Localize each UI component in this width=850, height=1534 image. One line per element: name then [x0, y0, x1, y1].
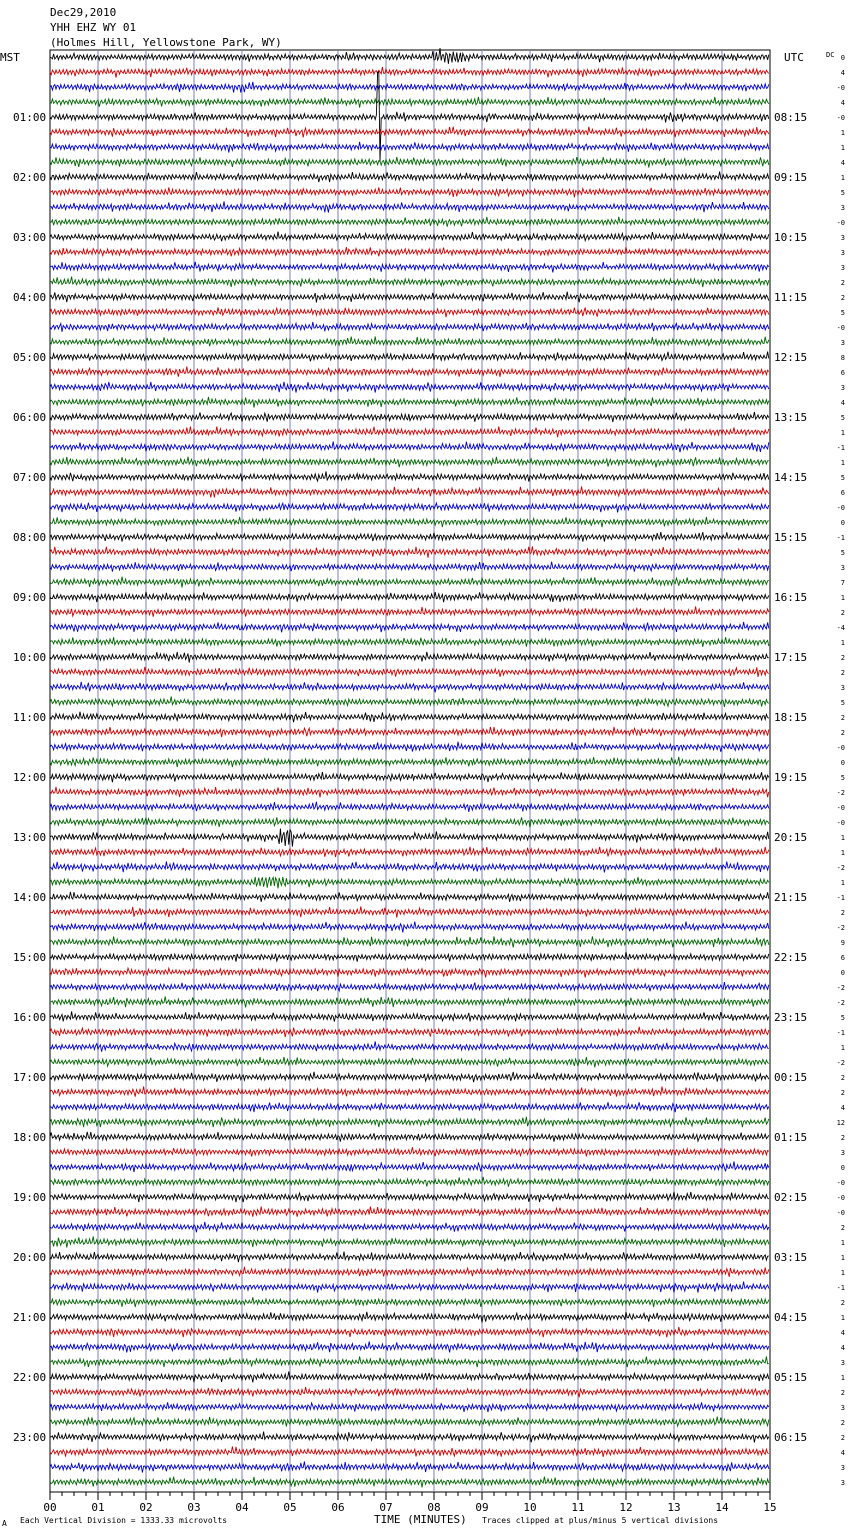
dc-offset-label: 4	[840, 1104, 845, 1112]
dc-offset-label: 8	[840, 354, 845, 362]
dc-offset-label: 1	[840, 1269, 845, 1277]
dc-offset-label: -2	[836, 924, 845, 932]
trace-row	[50, 201, 769, 212]
dc-offset-label: 4	[840, 1344, 845, 1352]
dc-offset-label: 2	[840, 1389, 845, 1397]
trace-row	[50, 307, 769, 317]
trace-row	[50, 1282, 769, 1293]
dc-offset-label: 2	[840, 1074, 845, 1082]
left-hour-label: 16:00	[13, 1011, 47, 1024]
trace-row	[50, 682, 769, 693]
trace-row	[50, 1027, 769, 1037]
right-hour-label: 03:15	[774, 1251, 808, 1264]
left-hour-label: 08:00	[13, 531, 47, 544]
trace-row	[50, 442, 769, 453]
right-hour-label: 15:15	[774, 531, 808, 544]
x-tick-label: 13	[667, 1501, 681, 1514]
trace-row	[50, 367, 769, 377]
dc-offset-label: 1	[840, 1374, 845, 1382]
trace-row	[50, 607, 769, 617]
trace-row	[50, 1222, 769, 1232]
trace-row	[50, 936, 769, 947]
dc-offset-label: 9	[840, 939, 845, 947]
dc-offset-label: 6	[840, 954, 845, 962]
left-hour-label: 17:00	[13, 1071, 47, 1084]
dc-offset-label: 2	[840, 1224, 845, 1232]
trace-row	[50, 1057, 769, 1067]
dc-offset-label: 3	[840, 684, 845, 692]
x-tick-label: 08	[427, 1501, 441, 1514]
left-hour-label: 09:00	[13, 591, 47, 604]
dc-offset-label: 2	[840, 1299, 845, 1307]
dc-offset-label: 4	[840, 99, 845, 107]
dc-offset-label: 7	[840, 579, 845, 587]
trace-row	[50, 397, 769, 408]
dc-offset-label: 1	[840, 1044, 845, 1052]
dc-offset-label: 3	[840, 1479, 845, 1487]
left-hour-label: 19:00	[13, 1191, 47, 1204]
dc-offset-label: 5	[840, 1014, 845, 1022]
trace-row	[50, 1237, 769, 1248]
trace-row	[50, 1357, 769, 1368]
right-hour-label: 00:15	[774, 1071, 808, 1084]
left-hour-label: 06:00	[13, 411, 47, 424]
trace-row	[50, 1132, 769, 1142]
right-hour-label: 08:15	[774, 111, 808, 124]
dc-offset-label: 3	[840, 1149, 845, 1157]
trace-row	[50, 292, 769, 303]
trace-row	[50, 187, 769, 197]
left-hour-label: 13:00	[13, 831, 47, 844]
left-hour-label: 04:00	[13, 291, 47, 304]
dc-offset-label: 3	[840, 384, 845, 392]
right-hour-label: 18:15	[774, 711, 808, 724]
trace-row	[50, 652, 769, 663]
dc-offset-label: 3	[840, 234, 845, 242]
left-hour-label: 21:00	[13, 1311, 47, 1324]
left-hour-label: 02:00	[13, 171, 47, 184]
trace-row	[50, 1312, 769, 1323]
trace-row	[50, 1012, 769, 1022]
trace-row	[50, 1341, 769, 1352]
left-hour-label: 10:00	[13, 651, 47, 664]
x-tick-label: 07	[379, 1501, 393, 1514]
trace-row	[50, 1117, 769, 1127]
dc-offset-label: -1	[836, 534, 845, 542]
trace-row	[50, 1297, 769, 1307]
dc-offset-label: 2	[840, 714, 845, 722]
dc-offset-label: 2	[840, 1419, 845, 1427]
right-hour-label: 04:15	[774, 1311, 808, 1324]
left-hour-label: 18:00	[13, 1131, 47, 1144]
trace-row	[50, 1477, 769, 1488]
dc-offset-label: 2	[840, 1089, 845, 1097]
trace-row	[50, 877, 769, 889]
trace-row	[50, 82, 769, 93]
trace-row	[50, 97, 769, 108]
dc-offset-label: 2	[840, 909, 845, 917]
trace-row	[50, 142, 769, 153]
x-tick-label: 04	[235, 1501, 249, 1514]
right-hour-label: 12:15	[774, 351, 808, 364]
x-tick-label: 05	[283, 1501, 297, 1514]
trace-row	[50, 322, 769, 332]
dc-offset-label: 1	[840, 879, 845, 887]
dc-offset-label: 5	[840, 774, 845, 782]
left-hour-label: 20:00	[13, 1251, 47, 1264]
x-axis-ticks	[43, 1492, 776, 1514]
dc-offset-label: 0	[840, 1164, 845, 1172]
dc-offset-label: -1	[836, 1284, 845, 1292]
trace-row	[50, 457, 769, 468]
dc-offset-label: -0	[836, 219, 845, 227]
trace-row	[50, 892, 769, 902]
right-hour-label: 19:15	[774, 771, 808, 784]
trace-row	[50, 1327, 769, 1337]
right-hour-label: 10:15	[774, 231, 808, 244]
dc-offset-label: 6	[840, 369, 845, 377]
trace-row	[50, 277, 769, 288]
right-hour-label: 16:15	[774, 591, 808, 604]
trace-row	[50, 1432, 769, 1443]
dc-offset-label: -0	[836, 1209, 845, 1217]
right-hour-label: 06:15	[774, 1431, 808, 1444]
trace-row	[50, 1371, 769, 1382]
dc-offset-label: 1	[840, 174, 845, 182]
dc-offset-label: 1	[840, 144, 845, 152]
x-tick-label: 12	[619, 1501, 633, 1514]
trace-row	[50, 968, 769, 977]
dc-offset-label: -1	[836, 894, 845, 902]
trace-row	[50, 667, 769, 677]
dc-offset-label: 1	[840, 834, 845, 842]
dc-offset-label: 5	[840, 549, 845, 557]
trace-row	[50, 382, 769, 393]
dc-label: DC	[826, 51, 835, 59]
dc-offset-label: -0	[836, 504, 845, 512]
dc-offset-label: 2	[840, 1134, 845, 1142]
trace-row	[50, 696, 769, 707]
dc-offset-label: 5	[840, 699, 845, 707]
dc-offset-label: 1	[840, 429, 845, 437]
right-hour-label: 23:15	[774, 1011, 808, 1024]
trace-row	[50, 847, 769, 857]
trace-row	[50, 922, 769, 933]
trace-row	[50, 712, 769, 723]
dc-offset-label: -0	[836, 1194, 845, 1202]
dc-offset-label: 5	[840, 474, 845, 482]
left-zone-label: MST	[0, 51, 20, 64]
right-hour-label: 01:15	[774, 1131, 808, 1144]
dc-offset-label: -1	[836, 444, 845, 452]
left-hour-label: 03:00	[13, 231, 47, 244]
x-axis-title: TIME (MINUTES)	[374, 1513, 467, 1526]
x-tick-label: 06	[331, 1501, 345, 1514]
trace-row	[50, 1387, 769, 1397]
x-tick-label: 11	[571, 1501, 585, 1514]
dc-offset-label: -1	[836, 1029, 845, 1037]
dc-offset-label: 1	[840, 1254, 845, 1262]
dc-offset-label: 0	[840, 54, 845, 62]
trace-row	[50, 1161, 769, 1172]
trace-row	[50, 1417, 769, 1427]
trace-row	[50, 1267, 769, 1277]
dc-offset-label: 4	[840, 69, 845, 77]
left-hour-label: 12:00	[13, 771, 47, 784]
scale-note: Each Vertical Division = 1333.33 microvolts	[20, 1516, 228, 1525]
dc-offset-label: -0	[836, 84, 845, 92]
trace-row	[50, 787, 769, 797]
right-hour-label: 20:15	[774, 831, 808, 844]
trace-row	[50, 352, 769, 362]
trace-row	[50, 577, 769, 588]
right-hour-label: 22:15	[774, 951, 808, 964]
trace-row	[50, 1207, 769, 1217]
dc-offset-label: 5	[840, 309, 845, 317]
trace-row	[50, 1402, 769, 1412]
dc-offset-label: 3	[840, 564, 845, 572]
trace-row	[50, 337, 769, 347]
trace-row	[50, 1462, 769, 1473]
dc-offset-label: 3	[840, 1359, 845, 1367]
dc-offset-label: -2	[836, 864, 845, 872]
dc-offset-label: -0	[836, 324, 845, 332]
dc-offset-label: 4	[840, 159, 845, 167]
trace-row	[50, 637, 769, 647]
clip-note: Traces clipped at plus/minus 5 vertical divisions	[482, 1516, 719, 1525]
dc-offset-label: 3	[840, 249, 845, 257]
right-hour-label: 09:15	[774, 171, 808, 184]
trace-row	[50, 592, 769, 602]
right-hour-label: 05:15	[774, 1371, 808, 1384]
dc-offset-label: -0	[836, 819, 845, 827]
dc-offset-label: 3	[840, 1404, 845, 1412]
trace-row	[50, 1252, 769, 1263]
dc-offset-label: 1	[840, 1314, 845, 1322]
trace-row	[50, 862, 769, 873]
dc-offset-label: 0	[840, 519, 845, 527]
dc-offset-label: 12	[836, 1119, 845, 1127]
dc-offset-label: 1	[840, 594, 845, 602]
dc-offset-label: 3	[840, 264, 845, 272]
dc-offset-label: -2	[836, 999, 845, 1007]
dc-offset-label: -0	[836, 1179, 845, 1187]
header-station: YHH EHZ WY 01	[50, 21, 137, 34]
x-tick-label: 00	[43, 1501, 57, 1514]
trace-row	[50, 562, 769, 572]
dc-offset-label: -2	[836, 789, 845, 797]
dc-offset-label: 0	[840, 759, 845, 767]
dc-offset-label: 3	[840, 204, 845, 212]
dc-offset-label: -2	[836, 984, 845, 992]
dc-offset-label: -0	[836, 114, 845, 122]
trace-row	[50, 217, 769, 227]
left-hour-label: 22:00	[13, 1371, 47, 1384]
trace-row	[50, 472, 769, 482]
x-tick-label: 14	[715, 1501, 729, 1514]
dc-offset-label: 1	[840, 639, 845, 647]
trace-row	[50, 1041, 769, 1051]
right-hour-label: 14:15	[774, 471, 808, 484]
trace-row	[50, 757, 769, 767]
dc-offset-label: 6	[840, 489, 845, 497]
left-hour-label: 14:00	[13, 891, 47, 904]
right-hour-label: 17:15	[774, 651, 808, 664]
right-hour-label: 11:15	[774, 291, 808, 304]
dc-offset-label: 2	[840, 609, 845, 617]
left-hour-label: 07:00	[13, 471, 47, 484]
right-hour-label: 21:15	[774, 891, 808, 904]
trace-row	[50, 172, 769, 183]
dc-offset-label: 5	[840, 414, 845, 422]
trace-row	[50, 1086, 769, 1096]
trace-row	[50, 622, 769, 632]
trace-row	[50, 427, 769, 438]
left-hour-label: 23:00	[13, 1431, 47, 1444]
x-tick-label: 10	[523, 1501, 537, 1514]
trace-row	[50, 802, 769, 812]
dc-offset-label: 0	[840, 969, 845, 977]
trace-row	[50, 503, 769, 513]
dc-offset-label: 2	[840, 1434, 845, 1442]
x-tick-label: 01	[91, 1501, 105, 1514]
x-tick-label: 03	[187, 1501, 201, 1514]
dc-offset-label: 1	[840, 849, 845, 857]
traces	[50, 48, 769, 1487]
trace-row	[50, 1102, 769, 1112]
left-hour-label: 05:00	[13, 351, 47, 364]
header-date: Dec29,2010	[50, 6, 117, 19]
trace-row	[50, 772, 769, 782]
left-hour-label: 01:00	[13, 111, 47, 124]
dc-offset-label: 4	[840, 1329, 845, 1337]
trace-row	[50, 247, 769, 256]
trace-row	[50, 1147, 769, 1156]
corner-mark: A	[2, 1519, 7, 1528]
trace-row	[50, 517, 769, 527]
trace-row	[50, 907, 769, 918]
dc-offset-label: 5	[840, 189, 845, 197]
dc-offset-labels	[837, 54, 845, 1487]
right-hour-label: 13:15	[774, 411, 808, 424]
dc-offset-label: -2	[836, 1059, 845, 1067]
left-hour-label: 11:00	[13, 711, 47, 724]
dc-offset-label: 2	[840, 654, 845, 662]
trace-row	[50, 487, 769, 498]
dc-offset-label: 3	[840, 339, 845, 347]
trace-row	[50, 817, 769, 827]
dc-offset-label: -0	[836, 744, 845, 752]
dc-offset-label: 2	[840, 294, 845, 302]
x-tick-label: 09	[475, 1501, 489, 1514]
trace-row	[50, 952, 769, 962]
header-location: (Holmes Hill, Yellowstone Park, WY)	[50, 36, 282, 49]
right-hour-label: 02:15	[774, 1191, 808, 1204]
left-hour-label: 15:00	[13, 951, 47, 964]
dc-offset-label: 3	[840, 1464, 845, 1472]
trace-row	[50, 412, 769, 422]
trace-row	[50, 829, 769, 847]
trace-row	[50, 546, 769, 557]
trace-row	[50, 1192, 769, 1202]
trace-row	[50, 532, 769, 542]
trace-row	[50, 67, 769, 78]
trace-row	[50, 262, 769, 273]
trace-row	[50, 742, 769, 752]
trace-row	[50, 127, 769, 138]
dc-offset-label: 1	[840, 129, 845, 137]
dc-offset-label: 1	[840, 459, 845, 467]
dc-offset-label: 1	[840, 1239, 845, 1247]
dc-offset-label: 2	[840, 729, 845, 737]
dc-offset-label: 2	[840, 279, 845, 287]
trace-row	[50, 157, 769, 168]
trace-row	[50, 1177, 769, 1187]
trace-row	[50, 727, 769, 737]
trace-row	[50, 1072, 769, 1082]
trace-row	[50, 996, 769, 1007]
x-tick-label: 02	[139, 1501, 153, 1514]
dc-offset-label: 4	[840, 399, 845, 407]
dc-offset-label: 2	[840, 669, 845, 677]
trace-row	[50, 1446, 769, 1456]
dc-offset-label: 4	[840, 1449, 845, 1457]
right-zone-label: UTC	[784, 51, 804, 64]
trace-row	[50, 232, 769, 242]
x-tick-label: 15	[763, 1501, 777, 1514]
dc-offset-label: -0	[836, 804, 845, 812]
trace-row	[50, 982, 769, 991]
dc-offset-label: -4	[836, 624, 845, 632]
